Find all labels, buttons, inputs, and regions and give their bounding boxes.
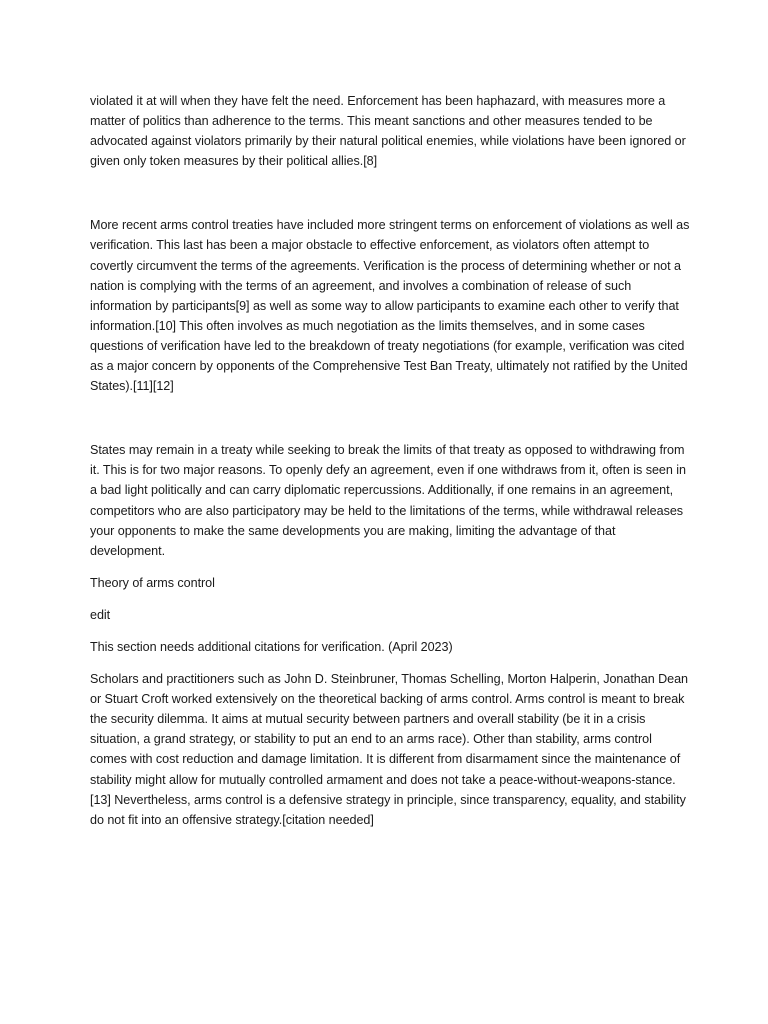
citation-notice: This section needs additional citations for verification. (April 2023)	[90, 639, 453, 654]
document-page	[90, 91, 690, 830]
section-heading: Theory of arms control	[90, 575, 215, 590]
paragraph-theory: Scholars and practitioners such as John D. Steinbruner, Thomas Schelling, Morton Halperin, Jonathan Dean or Stuart Croft worked extensively on the theoretical backing of arms control. Arms control is meant to break the security dilemma. It aims at mutual security between partners and overall stability (be it in a crisis situation, a grand strategy, or stability to put an end to an arms race). Other than stability, arms control comes with cost reduction and damage limitation. It is different from disarmament since the maintenance of stability might allow for mutually controlled armament and does not take a peace-without-weapons-stance.[13] Nevertheless, arms control is a defensive strategy in principle, since transparency, equality, and stability do not fit into an offensive strategy.[citation needed]	[90, 672, 689, 827]
paragraph-verification: More recent arms control treaties have included more stringent terms on enforcement of violations as well as verification. This last has been a major obstacle to effective enforcement, as violators often attempt to covertly circumvent the terms of the agreements. Verification is the process of determining whether or not a nation is complying with the terms of an agreement, and involves a combination of release of such information by participants[9] as well as some way to allow participants to examine each other to verify that information.[10] This often involves as much negotiation as the limits themselves, and in some cases questions of verification have led to the breakdown of treaty negotiations (for example, verification was cited as a major concern by opponents of the Comprehensive Test Ban Treaty, ultimately not ratified by the United States).[11][12]	[90, 218, 690, 394]
paragraph-enforcement: violated it at will when they have felt the need. Enforcement has been haphazard, with measures more a matter of politics than adherence to the terms. This meant sanctions and other measures tended to be advocated against violators primarily by their natural political enemies, while violations have been ignored or given only token measures by their political allies.[8]	[90, 94, 686, 169]
paragraph-withdrawal: States may remain in a treaty while seeking to break the limits of that treaty as opposed to withdrawing from it. This is for two major reasons. To openly defy an agreement, even if one withdraws from it, often is seen in a bad light politically and can carry diplomatic repercussions. Additionally, if one remains in an agreement, competitors who are also participatory may be held to the limitations of the terms, while withdrawal releases your opponents to make the same developments you are making, limiting the advantage of that development.	[90, 443, 686, 558]
edit-link[interactable]: edit	[90, 607, 111, 622]
